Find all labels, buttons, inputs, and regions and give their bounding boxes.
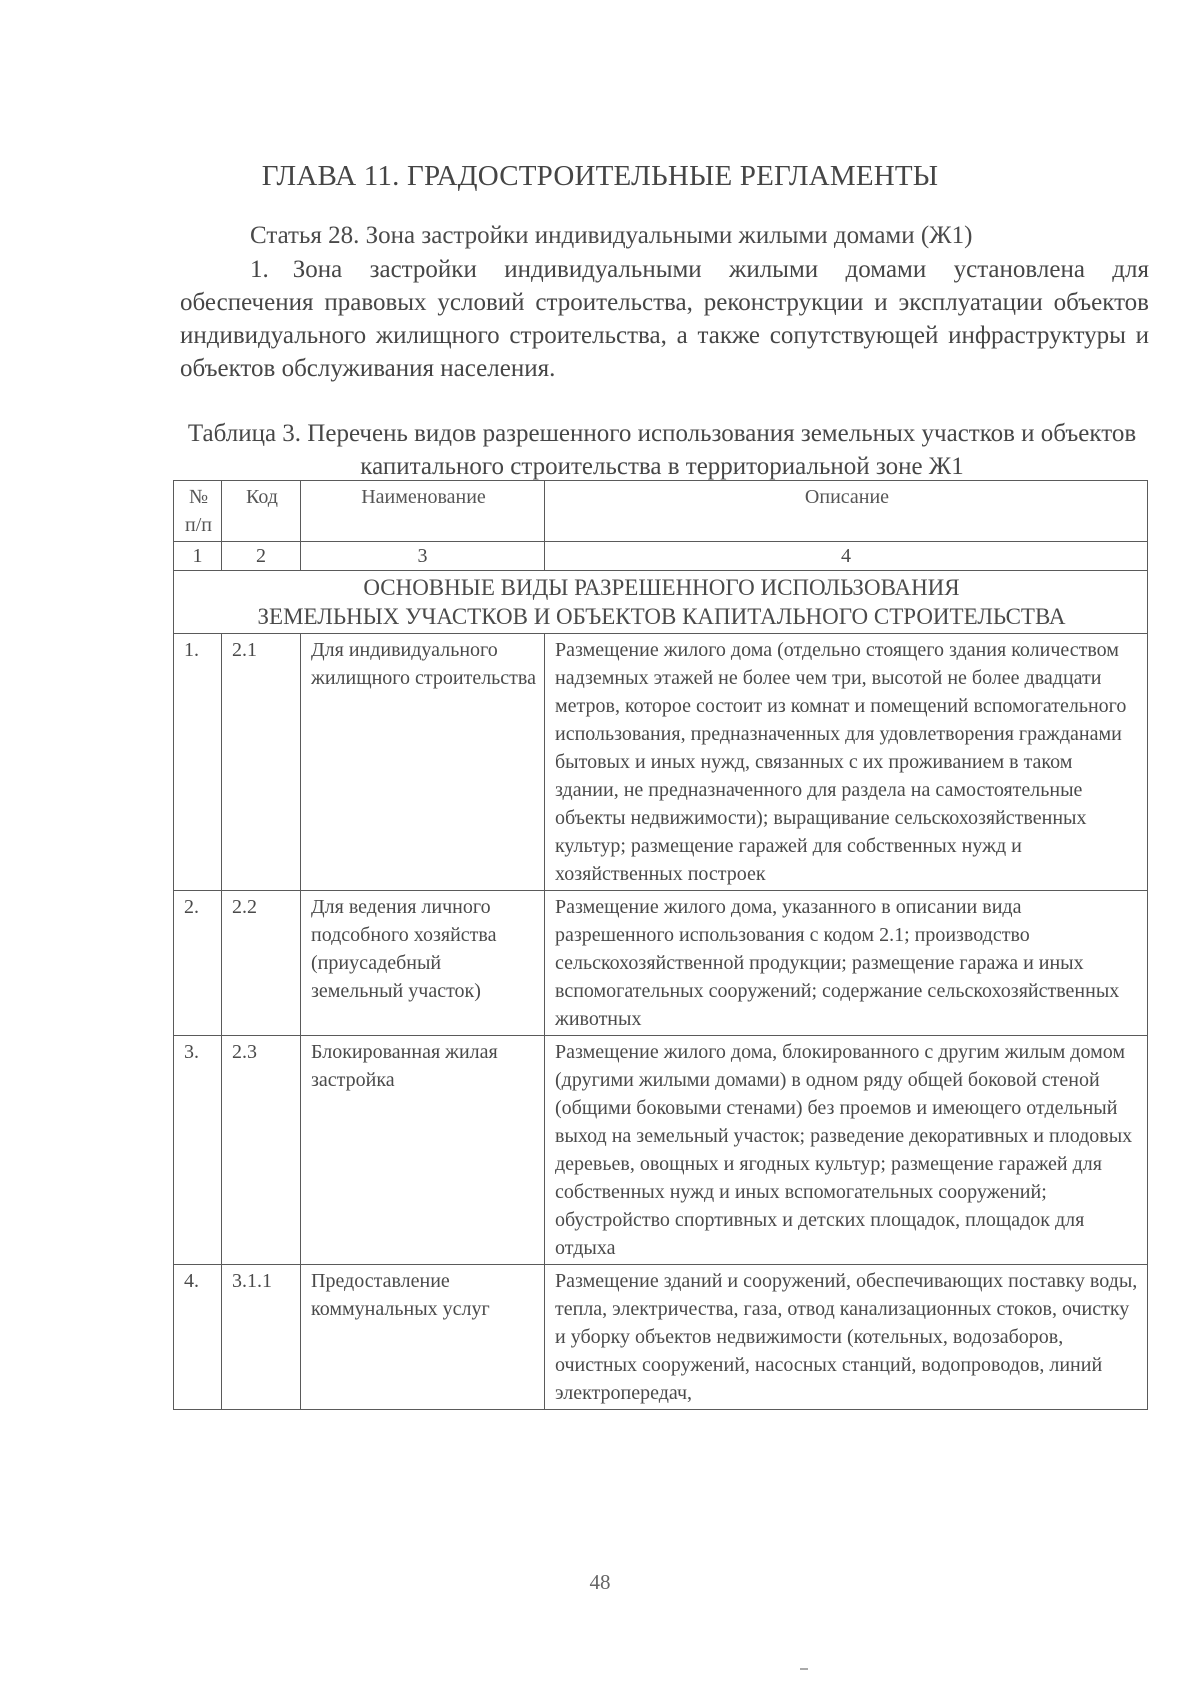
row-name: Для индивидуального жилищного строительства	[301, 634, 545, 891]
header-code: Код	[222, 481, 301, 542]
paragraph-text: Зона застройки индивидуальными жилыми домами установлена для обеспечения правовых условий строительства, реконструкции и эксплуатации объектов индивидуального жилищного строительства, а также сопутствующей инфраструктуры и объектов обслуживания населения.	[180, 256, 1149, 382]
table-row	[174, 634, 1148, 891]
row-description: Размещение жилого дома, блокированного с другим жилым домом (другими жилыми домами) в одном ряду общей боковой стеной (общими боковыми стенами) без проемов и имеющего отдельный выход на земельный участок; разведение декоративных и плодовых деревьев, овощных и ягодных культур; размещение гаражей для собственных нужд и иных вспомогательных сооружений; обустройство спортивных и детских площадок, площадок для отдыха	[545, 1036, 1148, 1265]
section-title-line: ОСНОВНЫЕ ВИДЫ РАЗРЕШЕННОГО ИСПОЛЬЗОВАНИЯ	[363, 575, 960, 600]
table-caption: Таблица 3. Перечень видов разрешенного использования земельных участков и объектов капитального строительства в территориальной зоне Ж1	[187, 420, 1137, 480]
table-row	[174, 1036, 1148, 1265]
header-name: Наименование	[301, 481, 545, 542]
table-row	[174, 891, 1148, 1036]
row-name: Предоставление коммунальных услуг	[301, 1265, 545, 1410]
section-header-row	[174, 571, 1148, 634]
section-title	[174, 571, 1148, 634]
column-index-row	[174, 542, 1148, 571]
paragraph-number: 1.	[250, 256, 269, 283]
row-description: Размещение жилого дома, указанного в описании вида разрешенного использования с кодом 2.1; производство сельскохозяйственной продукции; размещение гаража и иных вспомогательных сооружений; содержание сельскохозяйственных животных	[545, 891, 1148, 1036]
row-description: Размещение жилого дома (отдельно стоящего здания количеством надземных этажей не более чем три, высотой не более двадцати метров, которое состоит из комнат и помещений вспомогательного использования, предназначенных для удовлетворения гражданами бытовых и иных нужд, связанных с их проживанием в таком здании, не предназначенного для раздела на самостоятельные объекты недвижимости); выращивание сельскохозяйственных культур; размещение гаражей для собственных нужд и хозяйственных построек	[545, 634, 1148, 891]
row-code: 3.1.1	[222, 1265, 301, 1410]
row-code: 2.1	[222, 634, 301, 891]
column-index: 2	[222, 542, 301, 571]
page-number: 48	[589, 1570, 611, 1594]
column-index: 3	[301, 542, 545, 571]
row-number: 2.	[174, 891, 222, 1036]
row-number: 1.	[174, 634, 222, 891]
header-description: Описание	[545, 481, 1148, 542]
column-index: 1	[174, 542, 222, 571]
row-number: 3.	[174, 1036, 222, 1265]
row-name: Для ведения личного подсобного хозяйства (приусадебный земельный участок)	[301, 891, 545, 1036]
header-number: № п/п	[174, 481, 222, 542]
row-code: 2.3	[222, 1036, 301, 1265]
table-header-row	[174, 481, 1148, 542]
column-index: 4	[545, 542, 1148, 571]
row-code: 2.2	[222, 891, 301, 1036]
article-title: Статья 28. Зона застройки индивидуальными жилыми домами (Ж1)	[250, 222, 973, 249]
scan-speck	[800, 1668, 808, 1670]
article-paragraph	[180, 253, 1149, 385]
table-row	[174, 1265, 1148, 1410]
row-number: 4.	[174, 1265, 222, 1410]
section-title-line: ЗЕМЕЛЬНЫХ УЧАСТКОВ И ОБЪЕКТОВ КАПИТАЛЬНОГО СТРОИТЕЛЬСТВА	[257, 604, 1066, 629]
row-description: Размещение зданий и сооружений, обеспечивающих поставку воды, тепла, электричества, газа, отвод канализационных стоков, очистку и уборку объектов недвижимости (котельных, водозаборов, очистных сооружений, насосных станций, водопроводов, линий электропередач,	[545, 1265, 1148, 1410]
row-name: Блокированная жилая застройка	[301, 1036, 545, 1265]
chapter-title: ГЛАВА 11. ГРАДОСТРОИТЕЛЬНЫЕ РЕГЛАМЕНТЫ	[261, 160, 939, 192]
regulations-table	[173, 480, 1148, 1410]
